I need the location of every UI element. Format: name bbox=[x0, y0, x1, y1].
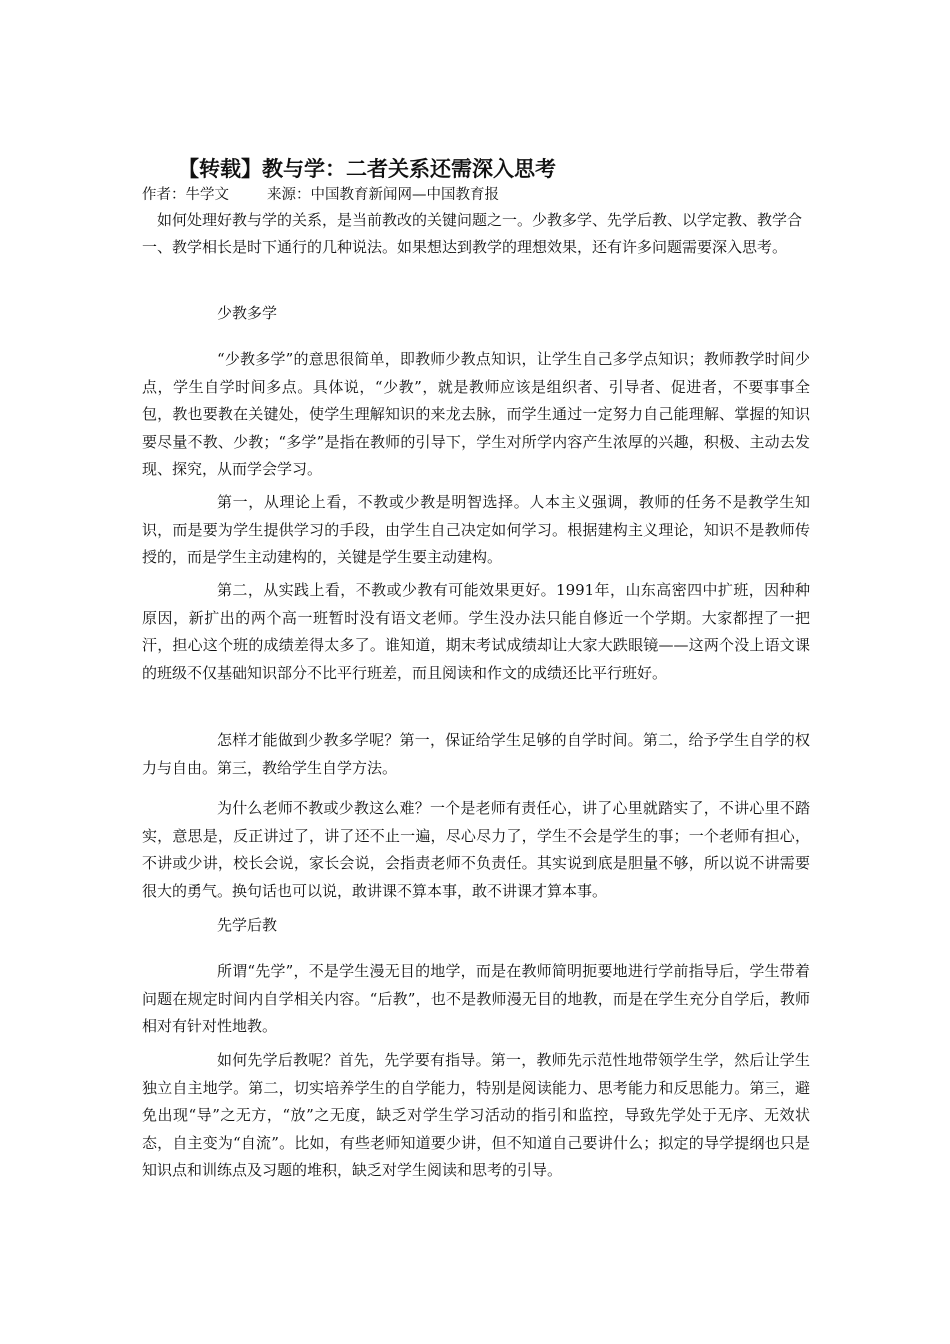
section2-paragraph-2: 如何先学后教呢？首先，先学要有指导。第一，教师先示范性地带领学生学，然后让学生独立自主地学。第二，切实培养学生的自学能力，特别是阅读能力、思考能力和反思能力。第三，避免出现“导”之无方，“放”之无度，缺乏对学生学习活动的指引和监控，导致先学处于无序、无效状态，自主变为“自流”。比如，有些老师知道要少讲，但不知道自己要讲什么；拟定的导学提纲也只是知识点和训练点及习题的堆积，缺乏对学生阅读和思考的引导。 bbox=[142, 1051, 810, 1179]
section1-paragraph-4: 怎样才能做到少教多学呢？第一，保证给学生足够的自学时间。第二，给予学生自学的权力与自由。第三，教给学生自学方法。 bbox=[142, 731, 810, 777]
section2-paragraph-1: 所谓“先学”，不是学生漫无目的地学，而是在教师简明扼要地进行学前指导后，学生带着问题在规定时间内自学相关内容。“后教”，也不是教师漫无目的地教，而是在学生充分自学后，教师相对有针对性地教。 bbox=[142, 962, 810, 1035]
section-heading-2: 先学后教 bbox=[217, 916, 278, 934]
article-byline bbox=[142, 184, 499, 206]
section1-paragraph-2: 第一，从理论上看，不教或少教是明智选择。人本主义强调，教师的任务不是教学生知识，而是要为学生提供学习的手段，由学生自己决定如何学习。根据建构主义理论，知识不是教师传授的，而是学生主动建构的，关键是学生要主动建构。 bbox=[142, 493, 810, 566]
source-label: 来源：中国教育新闻网—中国教育报 bbox=[267, 187, 499, 203]
section1-paragraph-1: “少教多学”的意思很简单，即教师少教点知识，让学生自己多学点知识；教师教学时间少点，学生自学时间多点。具体说，“少教”，就是教师应该是组织者、引导者、促进者，不要事事全包，教也要教在关键处，使学生理解知识的来龙去脉，而学生通过一定努力自己能理解、掌握的知识要尽量不教、少教；“多学”是指在教师的引导下，学生对所学内容产生浓厚的兴趣，积极、主动去发现、探究，从而学会学习。 bbox=[142, 350, 810, 478]
section-heading-1: 少教多学 bbox=[217, 304, 278, 322]
section1-paragraph-5: 为什么老师不教或少教这么难？一个是老师有责任心，讲了心里就踏实了，不讲心里不踏实，意思是，反正讲过了，讲了还不止一遍，尽心尽力了，学生不会是学生的事；一个老师有担心，不讲或少讲，校长会说，家长会说，会指责老师不负责任。其实说到底是胆量不够，所以说不讲需要很大的勇气。换句话也可以说，敢讲课不算本事，敢不讲课才算本事。 bbox=[142, 799, 810, 900]
section1-paragraph-3: 第二，从实践上看，不教或少教有可能效果更好。1991年，山东高密四中扩班，因种种原因，新扩出的两个高一班暂时没有语文老师。学生没办法只能自修近一个学期。大家都捏了一把汗，担心这个班的成绩差得太多了。谁知道，期末考试成绩却让大家大跌眼镜——这两个没上语文课的班级不仅基础知识部分不比平行班差，而且阅读和作文的成绩还比平行班好。 bbox=[142, 581, 810, 682]
author-label: 作者：牛学文 bbox=[142, 187, 229, 203]
article-title: 【转载】教与学：二者关系还需深入思考 bbox=[178, 156, 556, 181]
intro-paragraph: 如何处理好教与学的关系，是当前教改的关键问题之一。少教多学、先学后教、以学定教、教学合一、教学相长是时下通行的几种说法。如果想达到教学的理想效果，还有许多问题需要深入思考。 bbox=[142, 211, 803, 256]
